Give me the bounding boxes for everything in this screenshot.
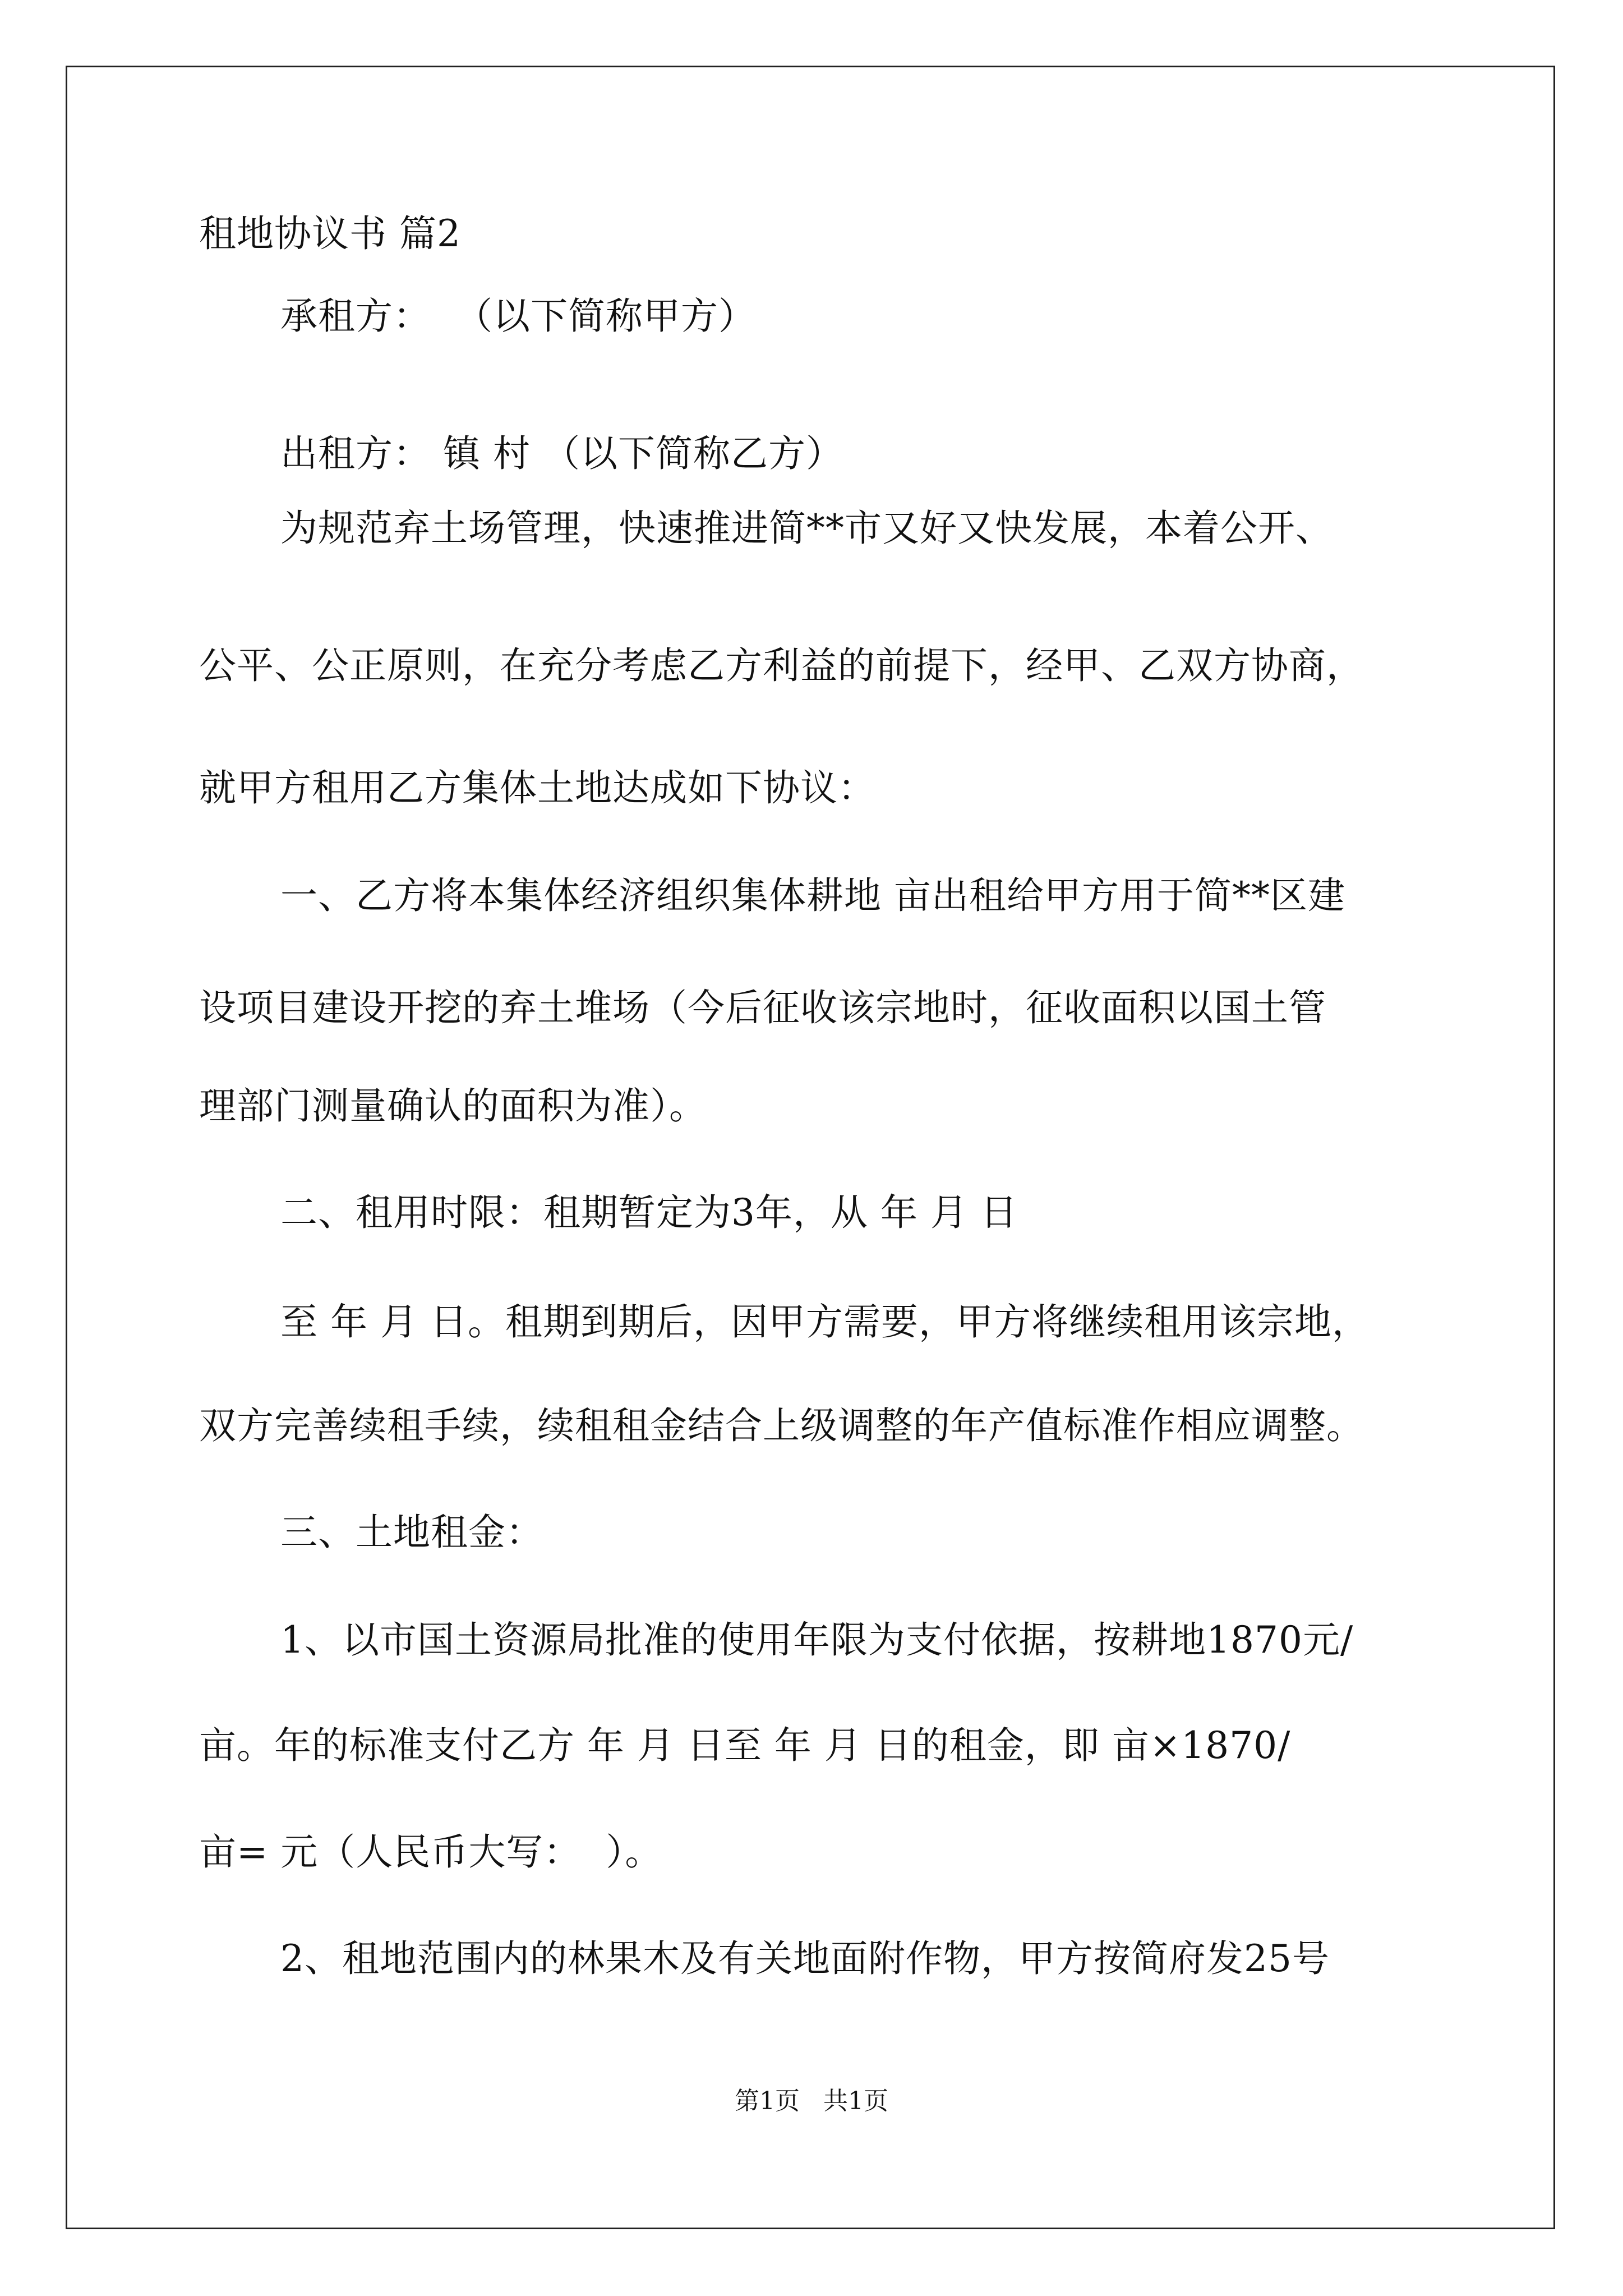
paragraph-line: 公平、公正原则，在充分考虑乙方利益的前提下，经甲、乙双方协商， — [199, 644, 1364, 687]
paragraph-line: 理部门测量确认的面积为准）。 — [199, 1084, 707, 1128]
paragraph-line: 一、乙方将本集体经济组织集体耕地 亩出租给甲方用于简**区建 — [280, 874, 1345, 917]
paragraph-line: 承租方： （以下简称甲方） — [280, 295, 756, 338]
paragraph-line: 2、租地范围内的林果木及有关地面附作物，甲方按简府发25号 — [280, 1937, 1330, 1980]
page-footer: 第1页 共1页 — [735, 2087, 888, 2115]
paragraph-line: 设项目建设开挖的弃土堆场（今后征收该宗地时，征收面积以国土管 — [199, 986, 1326, 1029]
paragraph-line: 为规范弃土场管理，快速推进简**市又好又快发展，本着公开、 — [280, 507, 1333, 550]
paragraph-line: 就甲方租用乙方集体土地达成如下协议： — [199, 766, 875, 809]
paragraph-line: 二、租用时限：租期暂定为3年，从 年 月 日 — [280, 1191, 1018, 1234]
page-border — [66, 66, 1555, 2229]
document-title: 租地协议书 篇2 — [199, 212, 461, 255]
paragraph-line: 双方完善续租手续，续租租金结合上级调整的年产值标准作相应调整。 — [199, 1404, 1364, 1447]
paragraph-line: 亩= 元（人民币大写： ）。 — [199, 1830, 663, 1874]
paragraph-line: 亩。年的标准支付乙方 年 月 日至 年 月 日的租金，即 亩×1870/ — [199, 1724, 1291, 1767]
paragraph-line: 出租方： 镇 村 （以下简称乙方） — [280, 432, 843, 475]
paragraph-line: 至 年 月 日。租期到期后，因甲方需要，甲方将继续租用该宗地， — [280, 1300, 1370, 1343]
paragraph-line: 1、以市国土资源局批准的使用年限为支付依据，按耕地1870元/ — [280, 1618, 1354, 1662]
paragraph-line: 三、土地租金： — [280, 1511, 543, 1554]
